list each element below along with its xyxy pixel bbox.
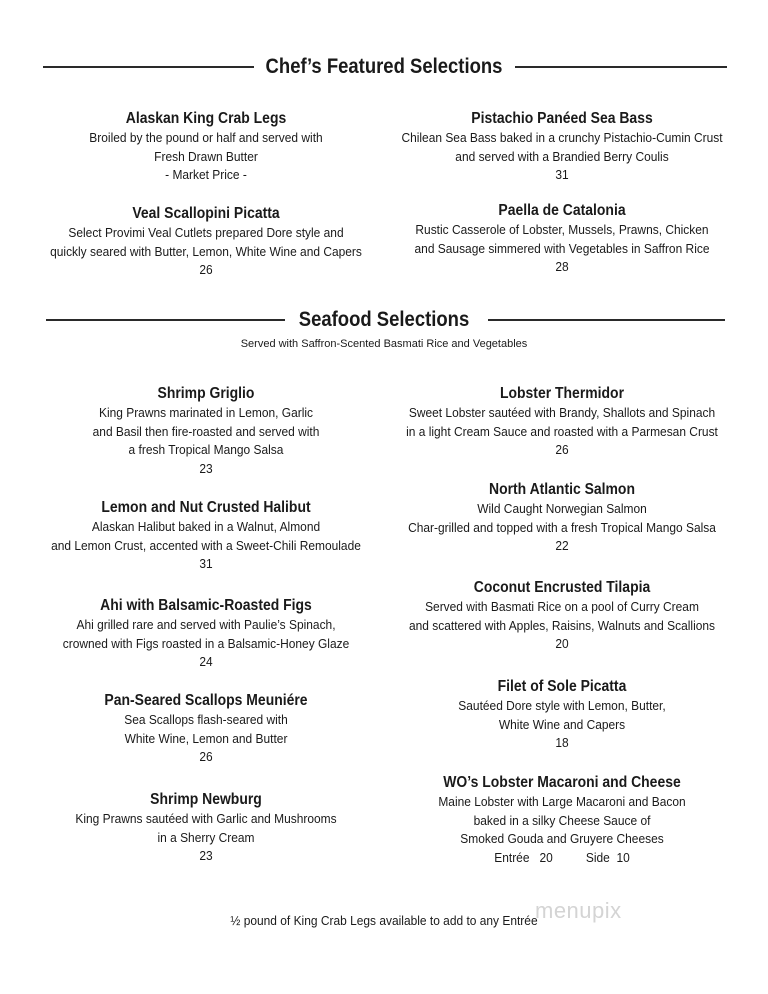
menu-item bbox=[370, 200, 754, 277]
menu-item-name: Ahi with Balsamic-Roasted Figs bbox=[100, 597, 312, 614]
menu-item-description: Sea Scallops flash-seared with bbox=[124, 712, 288, 727]
menu-item-description: crowned with Figs roasted in a Balsamic-Honey Glaze bbox=[62, 635, 350, 651]
menu-item bbox=[14, 690, 398, 767]
menu-item-price: 28 bbox=[555, 259, 569, 274]
menu-item-name: Shrimp Griglio bbox=[157, 385, 255, 402]
seafood-section-title: Seafood Selections bbox=[298, 308, 470, 331]
featured-section-title: Chef’s Featured Selections bbox=[265, 55, 503, 78]
menu-item-name: Alaskan King Crab Legs bbox=[125, 110, 287, 127]
watermark-logo: menupix bbox=[535, 898, 622, 923]
menu-item bbox=[370, 108, 754, 185]
menu-item bbox=[14, 203, 398, 280]
menu-item-description: King Prawns marinated in Lemon, Garlic bbox=[98, 405, 314, 420]
menu-item-name: Pan-Seared Scallops Meuniére bbox=[104, 692, 308, 709]
menu-item-name: North Atlantic Salmon bbox=[489, 481, 635, 498]
menu-item-price: 23 bbox=[199, 848, 213, 863]
menu-item-name: Lobster Thermidor bbox=[499, 385, 625, 402]
menu-item-description: White Wine and Capers bbox=[498, 716, 626, 732]
menu-item-description: and Sausage simmered with Vegetables in Saffron Rice bbox=[414, 240, 710, 256]
menu-item-name: Paella de Catalonia bbox=[498, 202, 626, 219]
menu-item bbox=[14, 595, 398, 672]
menu-item-name: WO’s Lobster Macaroni and Cheese bbox=[443, 774, 681, 791]
menu-item bbox=[370, 383, 754, 460]
menu-item-description: Served with Basmati Rice on a pool of Curry Cream bbox=[425, 599, 699, 614]
menu-item-description: King Prawns sautéed with Garlic and Mushrooms bbox=[75, 811, 337, 826]
menu-item-price: 20 bbox=[555, 636, 569, 651]
menu-item-price: 31 bbox=[199, 556, 213, 571]
menu-item bbox=[370, 772, 754, 867]
menu-item-description: Chilean Sea Bass baked in a crunchy Pistachio-Cumin Crust bbox=[401, 130, 723, 145]
menu-item-description: and scattered with Apples, Raisins, Walnuts and Scallions bbox=[408, 617, 716, 633]
menu-item-price: 31 bbox=[555, 167, 569, 182]
menu-item bbox=[14, 108, 398, 185]
menu-item-description: Alaskan Halibut baked in a Walnut, Almond bbox=[91, 519, 321, 534]
menu-item bbox=[370, 479, 754, 556]
menu-item-price: 26 bbox=[199, 262, 213, 277]
menu-item-description: baked in a silky Cheese Sauce of bbox=[473, 812, 651, 828]
menu-item-description: Rustic Casserole of Lobster, Mussels, Prawns, Chicken bbox=[415, 222, 709, 237]
menu-item-description: in a light Cream Sauce and roasted with a Parmesan Crust bbox=[406, 423, 718, 439]
menu-item-description: Wild Caught Norwegian Salmon bbox=[477, 501, 647, 516]
menu-item-description: Sautéed Dore style with Lemon, Butter, bbox=[458, 698, 666, 713]
menu-item-price-side: Side 10 bbox=[585, 849, 630, 865]
menu-item-name: Veal Scallopini Picatta bbox=[132, 205, 280, 222]
menu-item-description: in a Sherry Cream bbox=[157, 829, 255, 845]
featured-section-header bbox=[0, 52, 768, 82]
menu-item-description: a fresh Tropical Mango Salsa bbox=[128, 442, 284, 457]
footer-note: ½ pound of King Crab Legs available to add to any Entrée bbox=[230, 913, 538, 928]
menu-item-description: and served with a Brandied Berry Coulis bbox=[455, 148, 669, 164]
menu-item-name: Coconut Encrusted Tilapia bbox=[473, 579, 651, 596]
menu-item-price: 23 bbox=[199, 460, 213, 476]
menu-item bbox=[370, 676, 754, 753]
menu-item bbox=[14, 789, 398, 866]
menu-item-description: Select Provimi Veal Cutlets prepared Dore style and bbox=[68, 225, 344, 240]
menu-item-description: White Wine, Lemon and Butter bbox=[124, 730, 288, 746]
menu-item-description: - Market Price - bbox=[165, 167, 247, 182]
menu-item-description: and Lemon Crust, accented with a Sweet-Chili Remoulade bbox=[51, 537, 361, 553]
menu-item-price-entree: Entrée 20 bbox=[494, 849, 553, 865]
menu-item-description: and Basil then fire-roasted and served with bbox=[92, 423, 320, 439]
menu-item-description: Broiled by the pound or half and served with bbox=[89, 130, 323, 145]
menu-item-price: 22 bbox=[555, 538, 569, 553]
menu-item-price: 24 bbox=[199, 654, 213, 669]
menu-item-name: Shrimp Newburg bbox=[150, 791, 262, 808]
menu-item-price: 26 bbox=[555, 442, 569, 457]
menu-item-name: Pistachio Panéed Sea Bass bbox=[471, 110, 653, 127]
menu-item bbox=[14, 497, 398, 574]
seafood-section-header bbox=[0, 305, 768, 335]
menu-item-price: 18 bbox=[555, 735, 569, 750]
menu-item-description: Fresh Drawn Butter bbox=[154, 148, 258, 164]
menu-item-description: Maine Lobster with Large Macaroni and Bacon bbox=[438, 794, 686, 809]
menu-item-description: Char-grilled and topped with a fresh Tropical Mango Salsa bbox=[408, 519, 716, 535]
menu-item-price-row bbox=[385, 849, 738, 868]
seafood-section-subtitle: Served with Saffron-Scented Basmati Rice and Vegetables bbox=[240, 338, 528, 350]
menu-item bbox=[370, 577, 754, 654]
menu-item bbox=[14, 383, 398, 478]
menu-item-description: quickly seared with Butter, Lemon, White Wine and Capers bbox=[50, 243, 362, 259]
menu-item-name: Filet of Sole Picatta bbox=[497, 678, 627, 695]
menu-item-description: Smoked Gouda and Gruyere Cheeses bbox=[460, 831, 664, 846]
menu-item-description: Sweet Lobster sautéed with Brandy, Shallots and Spinach bbox=[408, 405, 716, 420]
menu-item-description: Ahi grilled rare and served with Paulie’s Spinach, bbox=[76, 617, 336, 632]
menu-item-price: 26 bbox=[199, 749, 213, 764]
menu-item-name: Lemon and Nut Crusted Halibut bbox=[101, 499, 311, 516]
